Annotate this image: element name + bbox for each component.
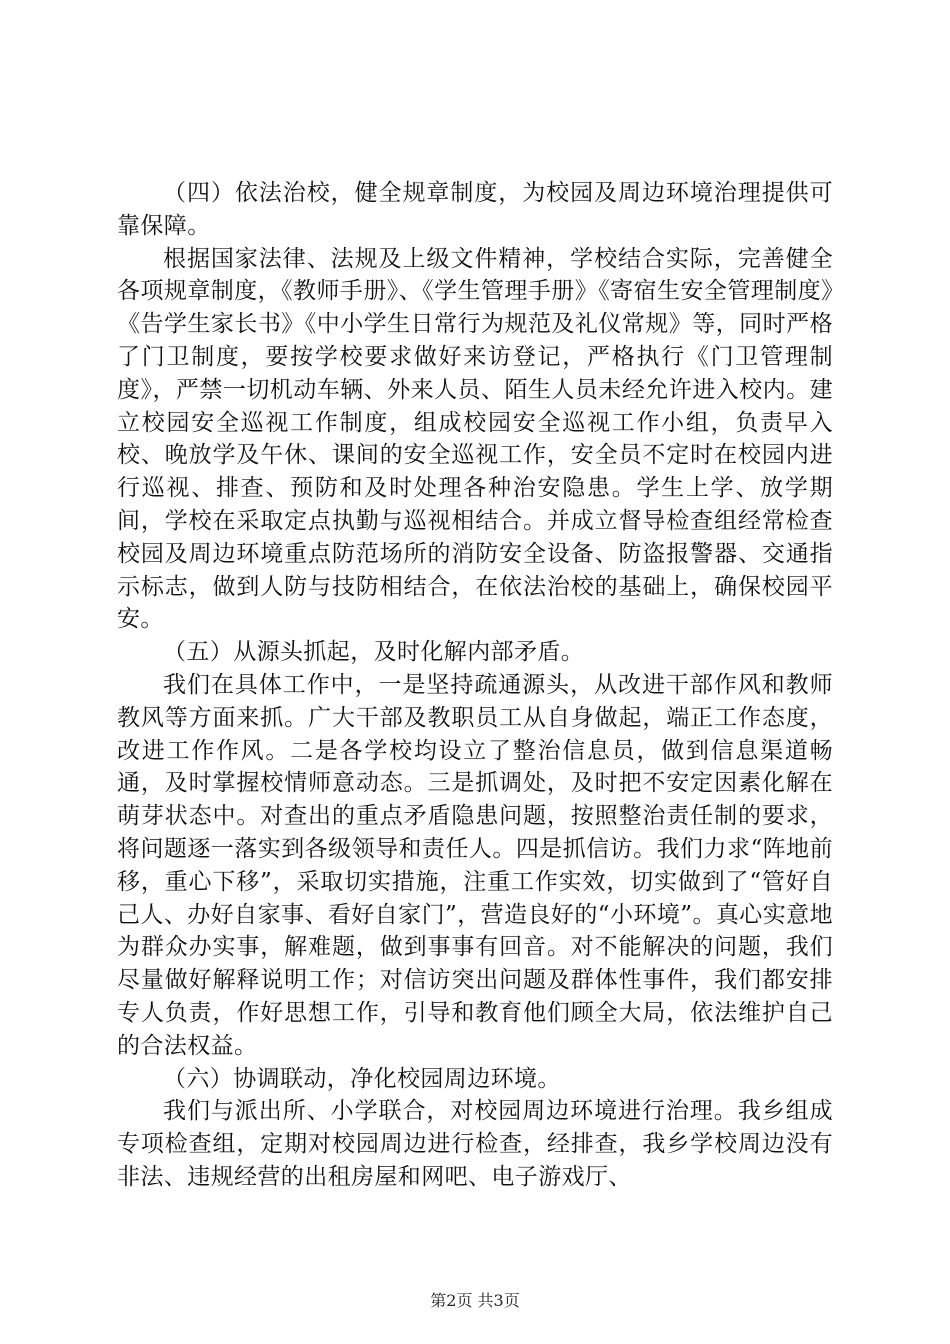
body-paragraph: 我们在具体工作中，一是坚持疏通源头，从改进干部作风和教师教风等方面来抓。广大干部及教职员工从自身做起，端正工作态度，改进工作作风。二是各学校均设立了整治信息员，做到信息渠道畅通，及时掌握校情师意动态。三是抓调处，及时把不安定因素化解在萌芽状态中。对查出的重点矛盾隐患问题，按照整治责任制的要求，将问题逐一落实到各级领导和责任人。四是抓信访。我们力求“阵地前移，重心下移”，采取切实措施，注重工作实效，切实做到了“管好自己人、办好自家事、看好自家门”，营造良好的“小环境”。真心实意地为群众办实事，解难题，做到事事有回音。对不能解决的问题，我们尽量做好解释说明工作；对信访突出问题及群体性事件，我们都安排专人负责，作好思想工作，引导和教育他们顾全大局，依法维护自己的合法权益。 — [117, 671, 833, 1059]
page-footer: 第2页 共3页 — [430, 1291, 520, 1310]
document-body — [117, 177, 833, 1194]
section-heading-4: （四）依法治校，健全规章制度，为校园及周边环境治理提供可靠保障。 — [117, 180, 833, 239]
section-heading-5: （五）从源头抓起，及时化解内部矛盾。 — [163, 639, 585, 666]
body-paragraph: 我们与派出所、小学联合，对校园周边环境进行治理。我乡组成专项检查组，定期对校园周边进行检查，经排查，我乡学校周边没有非法、违规经营的出租房屋和网吧、电子游戏厅、 — [117, 1098, 833, 1190]
body-paragraph: 根据国家法律、法规及上级文件精神，学校结合实际，完善健全各项规章制度，《教师手册》、《学生管理手册》《寄宿生安全管理制度》《告学生家长书》《中小学生日常行为规范及礼仪常规》等，同时严格了门卫制度，要按学校要求做好来访登记，严格执行《门卫管理制度》，严禁一切机动车辆、外来人员、陌生人员未经允许进入校内。建立校园安全巡视工作制度，组成校园安全巡视工作小组，负责早入校、晚放学及午休、课间的安全巡视工作，安全员不定时在校园内进行巡视、排查、预防和及时处理各种治安隐患。学生上学、放学期间，学校在采取定点执勤与巡视相结合。并成立督导检查组经常检查校园及周边环境重点防范场所的消防安全设备、防盗报警器、交通指示标志，做到人防与技防相结合，在依法治校的基础上，确保校园平安。 — [117, 245, 833, 633]
section-heading-6: （六）协调联动，净化校园周边环境。 — [163, 1065, 561, 1092]
